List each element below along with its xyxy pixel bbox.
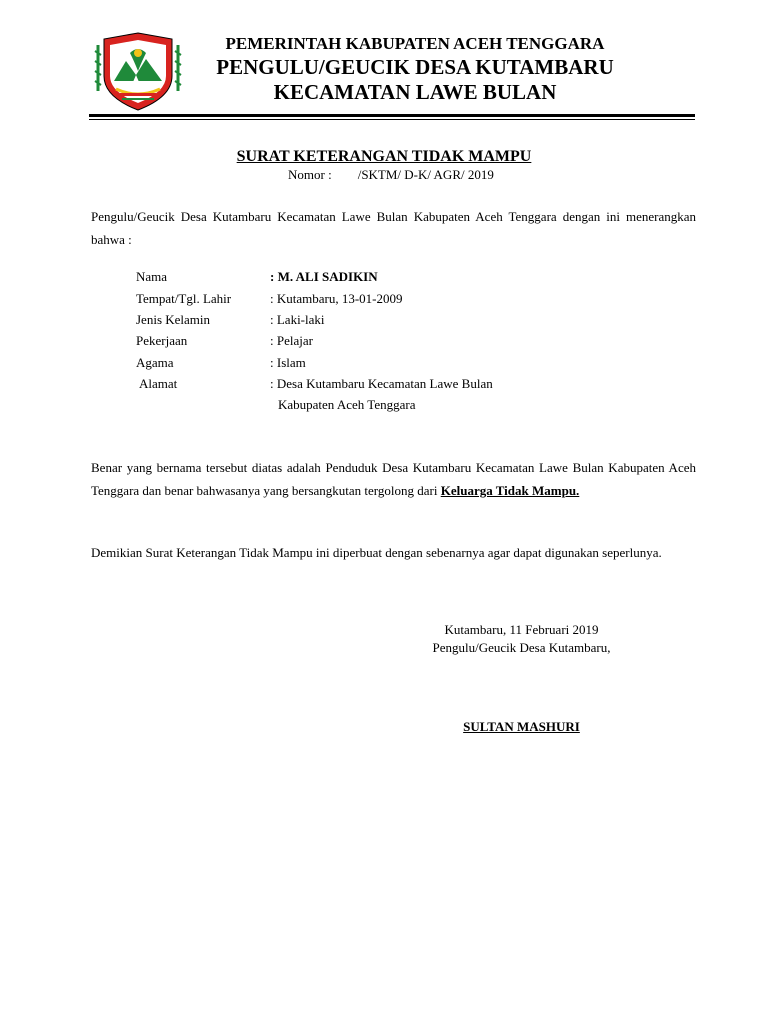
document-number-value: /SKTM/ D-K/ AGR/ 2019 — [357, 167, 494, 182]
statement-emphasis: Keluarga Tidak Mampu. — [440, 483, 580, 498]
field-label: Alamat — [139, 376, 178, 391]
opening-paragraph: Pengulu/Geucik Desa Kutambaru Kecamatan Lawe Bulan Kabupaten Aceh Tenggara dengan ini menerangkan bahwa : — [91, 209, 696, 247]
letterhead-rule-thin — [89, 119, 695, 120]
field-value: : Kutambaru, 13-01-2009 — [270, 291, 403, 306]
field-value: : Desa Kutambaru Kecamatan Lawe Bulan — [270, 376, 493, 391]
field-value: : Pelajar — [270, 333, 313, 348]
address-line-2: Kabupaten Aceh Tenggara — [278, 397, 416, 412]
closing-paragraph: Demikian Surat Keterangan Tidak Mampu ini diperbuat dengan sebenarnya agar dapat digunakan seperlunya. — [91, 545, 662, 560]
signature-name: SULTAN MASHURI — [463, 719, 580, 734]
field-label: Nama — [136, 269, 168, 284]
document-number — [288, 167, 494, 183]
field-value: : M. ALI SADIKIN — [270, 269, 378, 284]
letterhead-district: KECAMATAN LAWE BULAN — [273, 80, 557, 104]
regency-emblem — [90, 31, 186, 113]
field-value: : Laki-laki — [270, 312, 325, 327]
letterhead-village: PENGULU/GEUCIK DESA KUTAMBARU — [216, 55, 614, 79]
field-label: Jenis Kelamin — [136, 312, 211, 327]
document-number-label: Nomor : — [288, 167, 332, 182]
signature-place-date: Kutambaru, 11 Februari 2019 — [444, 622, 599, 637]
statement-paragraph — [91, 456, 696, 502]
document-title — [0, 148, 768, 166]
field-value: : Islam — [270, 355, 306, 370]
signature-position: Pengulu/Geucik Desa Kutambaru, — [432, 640, 611, 655]
document-title-text: SURAT KETERANGAN TIDAK MAMPU — [236, 148, 532, 165]
statement-text: Benar yang bernama tersebut diatas adalah Penduduk Desa Kutambaru Kecamatan Lawe Bulan Kabupaten Aceh Tenggara dan benar bahwasanya yang bersangkutan tergolong dari — [91, 460, 696, 498]
letterhead-government: PEMERINTAH KABUPATEN ACEH TENGGARA — [225, 34, 605, 53]
field-label: Agama — [136, 355, 174, 370]
letterhead-rule-thick — [89, 114, 695, 117]
field-label: Pekerjaan — [136, 333, 188, 348]
field-label: Tempat/Tgl. Lahir — [136, 291, 232, 306]
